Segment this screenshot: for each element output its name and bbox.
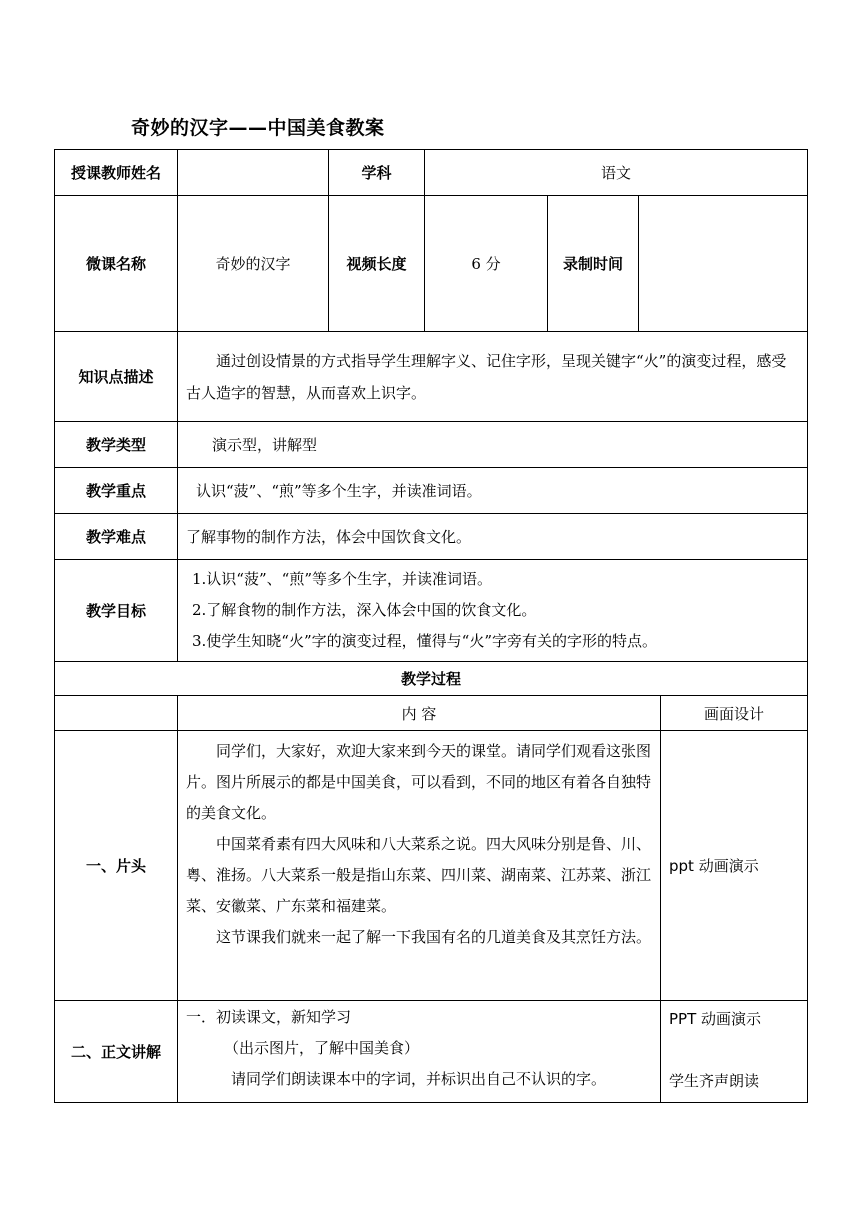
knowledge-label: 知识点描述 [55,332,178,422]
course-value: 奇妙的汉字 [178,196,329,332]
teacher-label: 授课教师姓名 [55,150,178,196]
process-header: 教学过程 [55,662,808,696]
course-label: 微课名称 [55,196,178,332]
record-time-value [639,196,808,332]
document-title: 奇妙的汉字——中国美食教案 [131,117,385,139]
row-process-header [55,662,808,696]
main-content [178,1001,661,1103]
subject-label: 学科 [329,150,425,196]
row-intro [55,731,808,1001]
difficulty-value: 了解事物的制作方法，体会中国饮食文化。 [178,514,808,560]
intro-label: 一、片头 [55,731,178,1001]
record-time-label: 录制时间 [548,196,639,332]
intro-content [178,731,661,1001]
row-main [55,1001,808,1103]
intro-design: ppt 动画演示 [661,731,808,1001]
row-difficulty [55,514,808,560]
main-design [661,1001,808,1103]
knowledge-text: 通过创设情景的方式指导学生理解字义、记住字形，呈现关键字“火”的演变过程，感受古人造字的智慧，从而喜欢上识字。 [186,351,787,402]
row-teacher-subject [55,150,808,196]
main-line: 一．初读课文，新知学习 [186,1008,352,1026]
intro-paragraph: 这节课我们就来一起了解一下我国有名的几道美食及其烹饪方法。 [216,928,652,946]
difficulty-label: 教学难点 [55,514,178,560]
process-blank-cell [55,696,178,731]
row-focus [55,468,808,514]
subject-value: 语文 [425,150,808,196]
intro-paragraph: 中国菜肴素有四大风味和八大菜系之说。四大风味分别是鲁、川、粤、淮扬。八大菜系一般是指山东菜、四川菜、湖南菜、江苏菜、浙江菜、安徽菜、广东菜和福建菜。 [186,835,652,915]
length-label: 视频长度 [329,196,425,332]
main-label: 二、正文讲解 [55,1001,178,1103]
content-column-header: 内 容 [178,696,661,731]
goals-cell [178,560,808,662]
row-type [55,422,808,468]
type-label: 教学类型 [55,422,178,468]
design-column-header: 画面设计 [661,696,808,731]
focus-label: 教学重点 [55,468,178,514]
goal-item: 1.认识“菠”、“煎”等多个生字，并读准词语。 [192,570,492,588]
goals-label: 教学目标 [55,560,178,662]
row-goals [55,560,808,662]
main-line: 请同学们朗读课本中的字词，并标识出自己不认识的字。 [231,1070,607,1088]
focus-value: 认识“菠”、“煎”等多个生字，并读准词语。 [178,468,808,514]
length-value: 6 分 [425,196,548,332]
row-process-columns [55,696,808,731]
row-course-info [55,196,808,332]
teacher-value [178,150,329,196]
intro-paragraph: 同学们，大家好，欢迎大家来到今天的课堂。请同学们观看这张图片。图片所展示的都是中国美食，可以看到，不同的地区有着各自独特的美食文化。 [186,742,652,822]
main-line: （出示图片，了解中国美食） [224,1039,420,1057]
lesson-plan-table [54,149,808,1103]
goal-item: 3.使学生知晓“火”字的演变过程，懂得与“火”字旁有关的字形的特点。 [192,632,657,650]
knowledge-cell [178,332,808,422]
main-design-1: PPT 动画演示 [669,1010,762,1028]
row-knowledge [55,332,808,422]
type-value: 演示型，讲解型 [178,422,808,468]
main-design-2: 学生齐声朗读 [669,1072,760,1090]
goal-item: 2.了解食物的制作方法，深入体会中国的饮食文化。 [192,601,537,619]
